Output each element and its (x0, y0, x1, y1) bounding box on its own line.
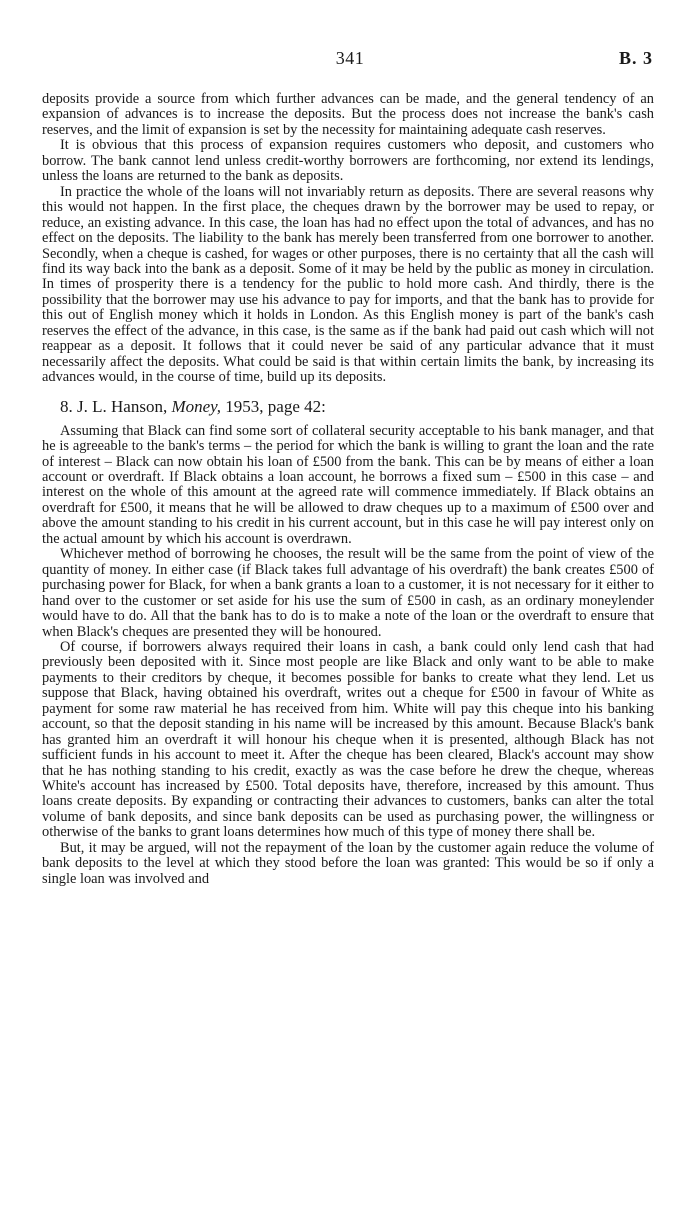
section-source-title: Money, (171, 396, 222, 416)
page-body (42, 92, 654, 887)
section-number-author: 8. J. L. Hanson, (60, 396, 168, 416)
paragraph: deposits provide a source from which further advances can be made, and the general tendency of an expansion of advances is to increase the deposits. But the process does not increase the bank's cash reserves, and the limit of expansion is set by the necessity for maintaining adequate cash reserves. (42, 91, 654, 138)
paragraph: Whichever method of borrowing he chooses, the result will be the same from the point of view of the quantity of money. In either case (if Black takes full advantage of his overdraft) the bank creates £500 of purchasing power for Black, for when a bank grants a loan to a customer, it is not necessary for it either to hand over to the customer or set aside for his use the sum of £500 in cash, as an ordinary moneylender would have to do. All that the bank has to do is to make a note of the loan or the overdraft to ensure that when Black's cheques are presented they will be honoured. (42, 546, 654, 640)
page-header (0, 48, 700, 74)
paragraph: But, it may be argued, will not the repayment of the loan by the customer again reduce the volume of bank deposits to the level at which they stood before the loan was granted: This would be so if only a single loan was involved and (42, 839, 654, 887)
paragraph: Assuming that Black can find some sort of collateral security acceptable to his bank manager, and that he is agreeable to the bank's terms – the period for which the bank is willing to grant the loan and the rate of interest – Black can now obtain his loan of £500 from the bank. This can be by means of either a loan account or overdraft. If Black obtains a loan account, he borrows a fixed sum – £500 in this case – and interest on the whole of this amount at the agreed rate will commence immediately. If Black obtains an overdraft for £500, it means that he will be allowed to draw cheques up to a maximum of £500 over and above the amount standing to his credit in his current account, but in this case he will pay interest only on the actual amount by which his account is overdrawn. (42, 422, 654, 547)
paragraph: In practice the whole of the loans will not invariably return as deposits. There are several reasons why this would not happen. In the first place, the cheques drawn by the borrower may be used to repay, or reduce, an existing advance. In this case, the loan has had no effect upon the total of advances, and has no effect on the deposits. The liability to the bank has merely been transferred from one borrower to another. Secondly, when a cheque is cashed, for wages or other purposes, there is no certainty that all the cash will find its way back into the bank as a deposit. Some of it may be held by the public as money in circulation. In times of prosperity there is a tendency for the public to hold more cash. And thirdly, there is the possibility that the borrower may use his advance to pay for imports, and that the bank has to provide for this out of English money which it holds in London. As this English money is part of the bank's cash reserves the effect of the advance, in this case, is the same as if the bank had paid out cash which will not reappear as a deposit. It follows that it could never be said of any particular advance that it must necessarily affect the deposits. What could be said is that within certain limits the bank, by increasing its advances would, in the course of time, build up its deposits. (42, 183, 654, 386)
section-code: B. 3 (618, 48, 653, 68)
paragraph: Of course, if borrowers always required their loans in cash, a bank could only lend cash that had previously been deposited with it. Since most people are like Black and only want to be able to make payments to their creditors by cheque, it becomes possible for banks to create what they lend. Let us suppose that Black, having obtained his overdraft, writes out a cheque for £500 in favour of White as payment for some raw material he has received from him. White will pay this cheque into his banking account, so that the deposit standing in his name will be increased by this amount. Because Black's bank has granted him an overdraft it will honour his cheque when it is presented, although Black has not sufficient funds in his account to meet it. After the cheque has been cleared, Black's account may show that he has nothing standing to his credit, exactly as was the case before he drew the cheque, whereas White's account has increased by £500. Total deposits have, therefore, increased by this amount. Thus loans create deposits. By expanding or contracting their advances to customers, banks can alter the total volume of bank deposits, and since bank deposits can be used as purchasing power, the willingness or otherwise of the banks to grant loans determines how much of this type of money there shall be. (42, 638, 654, 841)
paragraph: It is obvious that this process of expansion requires customers who deposit, and customers who borrow. The bank cannot lend unless credit-worthy borrowers are forthcoming, nor extend its lendings, unless the loans are returned to the bank as deposits. (42, 137, 654, 185)
section-heading (60, 396, 654, 418)
section-source-detail: 1953, page 42: (225, 396, 326, 416)
page-number: 341 (335, 48, 365, 68)
